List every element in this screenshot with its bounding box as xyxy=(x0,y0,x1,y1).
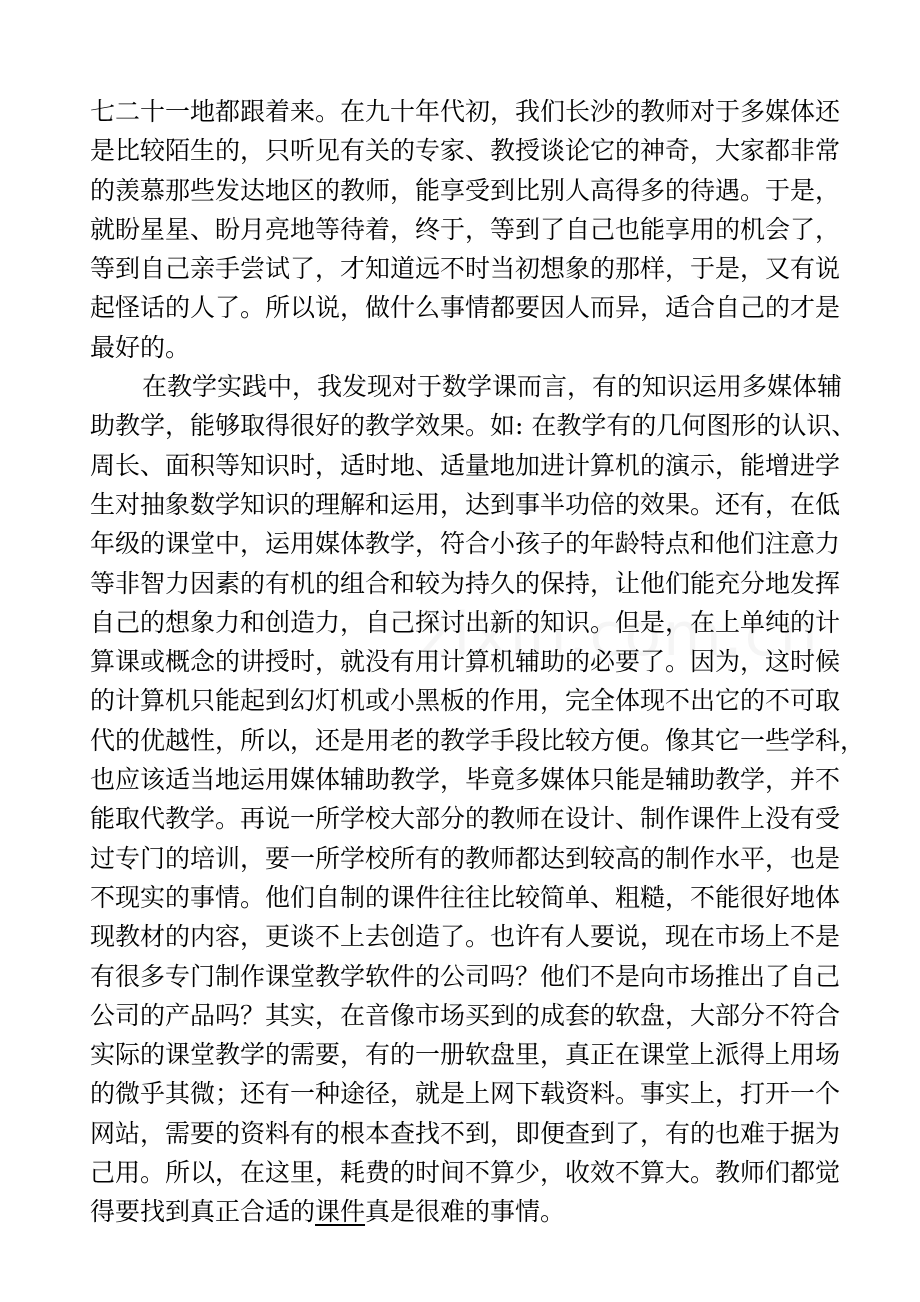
text-line: 最好的。 xyxy=(90,332,191,362)
paragraph-1 xyxy=(90,92,841,367)
text-line: 自己的想象力和创造力，自己探讨出新的知识。但是，在上单纯的计 xyxy=(90,607,841,637)
text-line: 能取代教学。再说一所学校大部分的教师在设计、制作课件上没有受 xyxy=(90,804,841,834)
text-line: 不现实的事情。他们自制的课件往往比较简单、粗糙，不能很好地体 xyxy=(90,882,841,912)
text-line: 七二十一地都跟着来。在九十年代初，我们长沙的教师对于多媒体还 xyxy=(90,97,841,126)
text-line: 有很多专门制作课堂教学软件的公司吗？他们不是向市场推出了自己 xyxy=(90,961,841,991)
text-line: 等非智力因素的有机的组合和较为持久的保持，让他们能充分地发挥 xyxy=(90,568,841,598)
text-line: 公司的产品吗？其实，在音像市场买到的成套的软盘，大部分不符合 xyxy=(90,1000,841,1030)
text-line: 周长、面积等知识时，适时地、适量地加进计算机的演示，能增进学 xyxy=(90,450,841,480)
text-segment: 真是很难的事情。 xyxy=(365,1197,566,1227)
text-line: 年级的课堂中，运用媒体教学，符合小孩子的年龄特点和他们注意力 xyxy=(90,529,841,559)
text-line: 助教学，能够取得很好的教学效果。如: 在教学有的几何图形的认识、 xyxy=(90,411,857,441)
text-line: 的羡慕那些发达地区的教师，能享受到比别人高得多的待遇。于是， xyxy=(90,175,841,205)
text-line: 起怪话的人了。所以说，做什么事情都要因人而异，适合自己的才是 xyxy=(90,293,841,323)
text-segment: 得要找到真正合适的 xyxy=(90,1197,316,1227)
body-text xyxy=(90,92,866,1232)
text-line: 在教学实践中，我发现对于数学课而言，有的知识运用多媒体辅 xyxy=(142,372,843,402)
text-line: 也应该适当地运用媒体辅助教学，毕竟多媒体只能是辅助教学，并不 xyxy=(90,765,841,795)
text-line: 己用。所以，在这里，耗费的时间不算少，收效不算大。教师们都觉 xyxy=(90,1158,841,1188)
text-line: 过专门的培训，要一所学校所有的教师都达到较高的制作水平，也是 xyxy=(90,843,841,873)
text-line: 实际的课堂教学的需要，有的一册软盘里，真正在课堂上派得上用场 xyxy=(90,1040,841,1070)
text-line-last xyxy=(90,1192,830,1231)
text-line: 是比较陌生的，只听见有关的专家、教授谈论它的神奇，大家都非常 xyxy=(90,136,841,166)
text-line: 的计算机只能起到幻灯机或小黑板的作用，完全体现不出它的不可取 xyxy=(90,686,841,716)
text-line: 生对抽象数学知识的理解和运用，达到事半功倍的效果。还有，在低 xyxy=(90,489,841,519)
paragraph-2 xyxy=(90,367,866,1232)
text-line: 网站，需要的资料有的根本查找不到，即便查到了，有的也难于据为 xyxy=(90,1118,841,1148)
text-line: 就盼星星、盼月亮地等待着，终于，等到了自己也能享用的机会了， xyxy=(90,214,841,244)
text-line: 的微乎其微；还有一种途径，就是上网下载资料。事实上，打开一个 xyxy=(90,1079,841,1109)
text-line: 现教材的内容，更谈不上去创造了。也许有人要说，现在市场上不是 xyxy=(90,922,841,952)
text-line: 算课或概念的讲授时，就没有用计算机辅助的必要了。因为，这时候 xyxy=(90,647,841,677)
text-line: 代的优越性，所以，还是用老的教学手段比较方便。像其它一些学科， xyxy=(90,725,866,755)
text-line: 等到自己亲手尝试了，才知道远不时当初想象的那样，于是，又有说 xyxy=(90,254,841,284)
courseware-link[interactable]: 课件 xyxy=(315,1197,366,1227)
